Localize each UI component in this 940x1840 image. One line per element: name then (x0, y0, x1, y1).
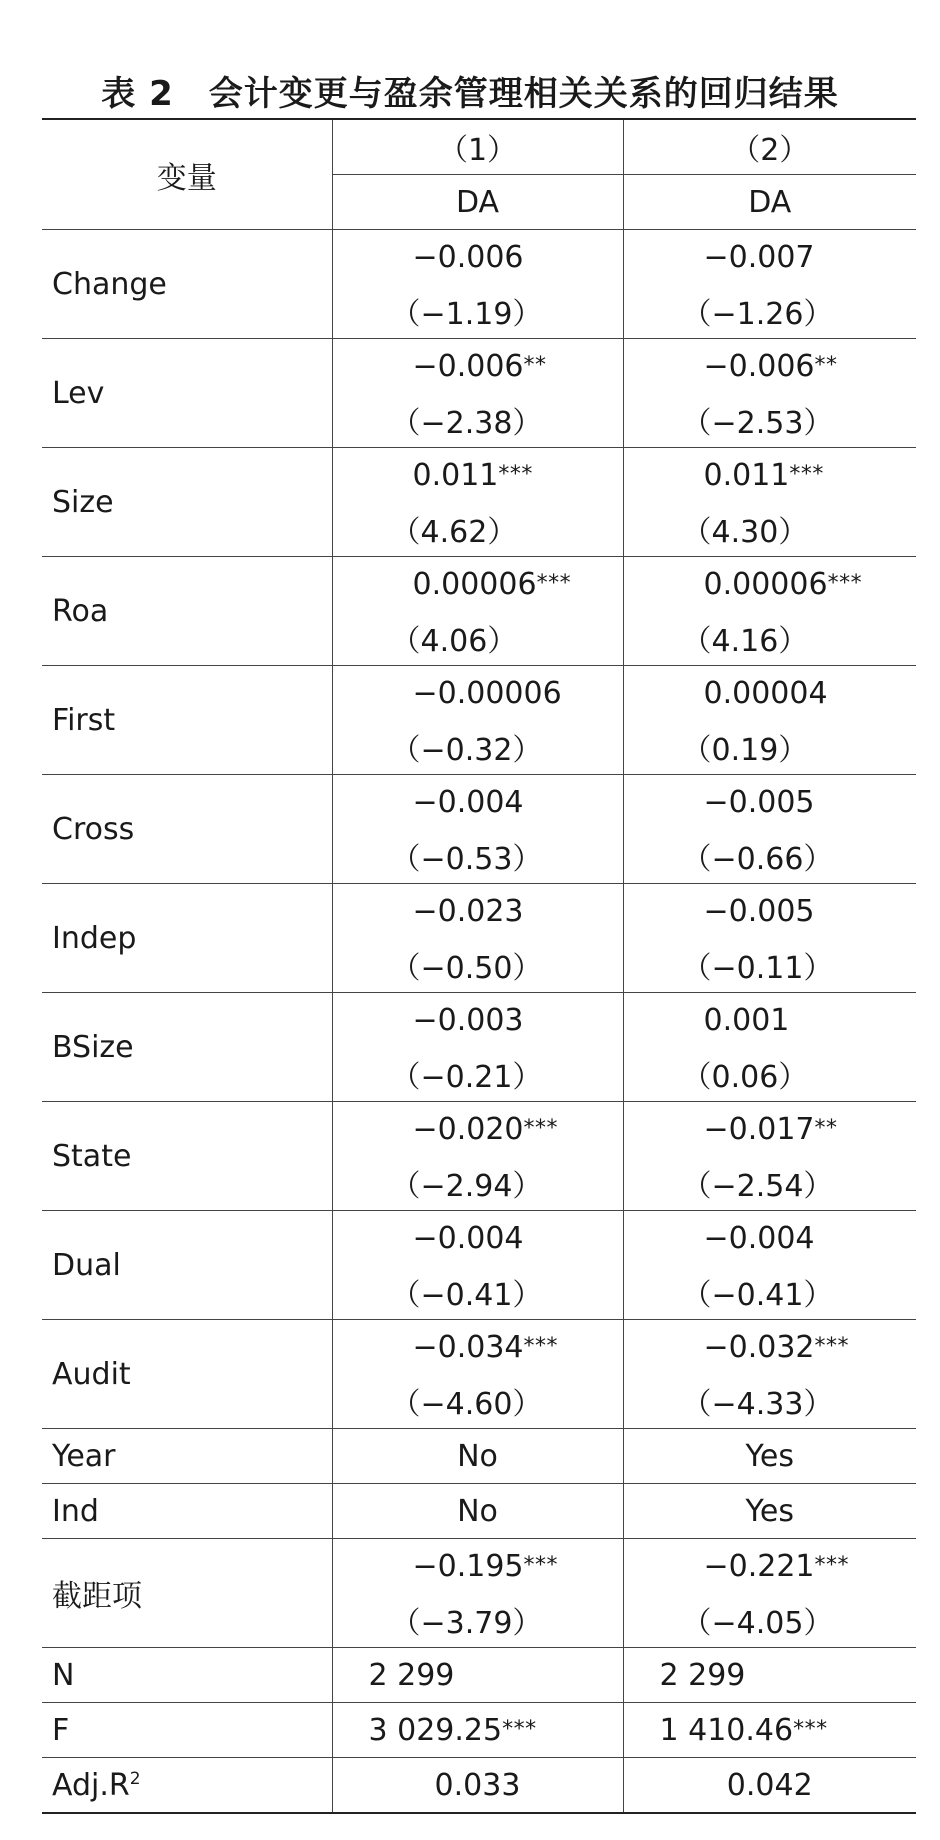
f-value: 1 410.46 (659, 1712, 794, 1748)
coef-value: 0.00006 (703, 566, 828, 602)
coef-cell (332, 1102, 623, 1157)
coef-value: −0.005 (703, 893, 815, 929)
table-row (42, 1539, 916, 1594)
table-row (42, 993, 916, 1048)
coef-cell (623, 884, 916, 939)
header-dep-1: DA (332, 175, 623, 230)
significance-stars: *** (498, 461, 533, 487)
coef-cell (332, 448, 623, 503)
coef-cell (623, 1320, 916, 1375)
control-value: Yes (623, 1429, 916, 1484)
coef-cell (332, 1211, 623, 1266)
coef-value: −0.195 (412, 1548, 524, 1584)
variable-name: Size (42, 448, 332, 557)
variable-name: Change (42, 230, 332, 339)
significance-stars: *** (827, 570, 863, 596)
coef-cell (332, 775, 623, 830)
coef-cell (623, 1211, 916, 1266)
control-value: No (332, 1429, 623, 1484)
coef-value: 0.00004 (703, 675, 828, 711)
table-row (42, 448, 916, 503)
coef-value: −0.004 (703, 1220, 815, 1256)
variable-name: Dual (42, 1211, 332, 1320)
variable-name: BSize (42, 993, 332, 1102)
coef-cell (332, 1320, 623, 1375)
coef-value: −0.023 (412, 893, 524, 929)
stat-row-r2 (42, 1758, 916, 1814)
coef-value: −0.034 (412, 1329, 524, 1365)
table-title: 表 2 会计变更与盈余管理相关关系的回归结果 (101, 74, 839, 114)
t-stat: （0.06） (623, 1047, 916, 1102)
coef-cell (623, 339, 916, 394)
f-value: 3 029.25 (368, 1712, 503, 1748)
header-model-1: （1） (332, 119, 623, 175)
coef-value: −0.017 (703, 1111, 815, 1147)
stat-value (332, 1703, 623, 1758)
coef-cell (332, 884, 623, 939)
stat-row-f (42, 1703, 916, 1758)
stat-value: 2 299 (332, 1648, 623, 1703)
coef-value: −0.005 (703, 784, 815, 820)
r2-superscript: 2 (129, 1768, 141, 1789)
t-stat: （−4.05） (623, 1593, 916, 1648)
table-row (42, 666, 916, 721)
control-value: No (332, 1484, 623, 1539)
stat-value: 0.042 (623, 1758, 916, 1814)
significance-stars: *** (523, 1552, 559, 1578)
t-stat: （−0.41） (623, 1265, 916, 1320)
r2-label: Adj.R (52, 1767, 130, 1803)
t-stat: （−0.50） (332, 938, 623, 993)
coef-value: −0.004 (412, 1220, 524, 1256)
t-stat: （−3.79） (332, 1593, 623, 1648)
t-stat: （−4.33） (623, 1374, 916, 1429)
significance-stars: *** (814, 1333, 850, 1359)
header-dep-2: DA (623, 175, 916, 230)
variable-name: First (42, 666, 332, 775)
coef-cell (623, 666, 916, 721)
control-name: Year (42, 1429, 332, 1484)
t-stat: （0.19） (623, 720, 916, 775)
t-stat: （−2.38） (332, 393, 623, 448)
t-stat: （−0.21） (332, 1047, 623, 1102)
significance-stars: *** (793, 1716, 828, 1742)
variable-name: Indep (42, 884, 332, 993)
header-row-models (42, 119, 916, 175)
stat-label: F (42, 1703, 332, 1758)
coef-value: −0.003 (412, 1002, 524, 1038)
coef-cell (623, 993, 916, 1048)
header-variable: 变量 (42, 119, 332, 230)
coef-cell (332, 230, 623, 285)
significance-stars: *** (789, 461, 824, 487)
t-stat: （−2.53） (623, 393, 916, 448)
coef-value: −0.032 (703, 1329, 815, 1365)
t-stat: （−1.19） (332, 284, 623, 339)
coef-value: −0.006 (412, 348, 524, 384)
significance-stars: *** (523, 1115, 559, 1141)
variable-name: Cross (42, 775, 332, 884)
significance-stars: ** (814, 1115, 838, 1141)
significance-stars: ** (814, 352, 838, 378)
coef-value: −0.020 (412, 1111, 524, 1147)
t-stat: （4.06） (332, 611, 623, 666)
t-stat: （−0.41） (332, 1265, 623, 1320)
stat-value (623, 1703, 916, 1758)
table-row (42, 339, 916, 394)
t-stat: （−0.53） (332, 829, 623, 884)
stat-row-n (42, 1648, 916, 1703)
coef-cell (332, 1539, 623, 1594)
regression-table (42, 118, 916, 1814)
table-row (42, 557, 916, 612)
coef-value: 0.011 (703, 457, 790, 493)
table-row (42, 1320, 916, 1375)
control-row (42, 1429, 916, 1484)
coef-cell (332, 339, 623, 394)
control-name: Ind (42, 1484, 332, 1539)
coef-cell (623, 1539, 916, 1594)
coef-value: −0.00006 (412, 675, 562, 711)
coef-value: 0.011 (412, 457, 499, 493)
significance-stars: ** (523, 352, 547, 378)
t-stat: （−0.32） (332, 720, 623, 775)
significance-stars: *** (536, 570, 572, 596)
coef-value: −0.006 (703, 348, 815, 384)
significance-stars: *** (502, 1716, 537, 1742)
coef-cell (332, 557, 623, 612)
coef-cell (623, 448, 916, 503)
table-row (42, 775, 916, 830)
stat-label: N (42, 1648, 332, 1703)
t-stat: （−2.94） (332, 1156, 623, 1211)
t-stat: （4.62） (332, 502, 623, 557)
t-stat: （4.16） (623, 611, 916, 666)
stat-value: 2 299 (623, 1648, 916, 1703)
table-row (42, 884, 916, 939)
t-stat: （−0.66） (623, 829, 916, 884)
variable-name: Audit (42, 1320, 332, 1429)
table-row (42, 230, 916, 285)
variable-name: 截距项 (42, 1539, 332, 1648)
coef-value: −0.221 (703, 1548, 815, 1584)
table-row (42, 1102, 916, 1157)
coef-value: −0.004 (412, 784, 524, 820)
t-stat: （−0.11） (623, 938, 916, 993)
control-row (42, 1484, 916, 1539)
coef-cell (623, 775, 916, 830)
coef-cell (623, 230, 916, 285)
variable-name: Roa (42, 557, 332, 666)
variable-name: Lev (42, 339, 332, 448)
significance-stars: *** (814, 1552, 850, 1578)
t-stat: （−4.60） (332, 1374, 623, 1429)
coef-value: 0.00006 (412, 566, 537, 602)
header-model-2: （2） (623, 119, 916, 175)
coef-value: 0.001 (703, 1002, 790, 1038)
coef-cell (332, 993, 623, 1048)
coef-cell (623, 1102, 916, 1157)
t-stat: （−2.54） (623, 1156, 916, 1211)
stat-value: 0.033 (332, 1758, 623, 1814)
t-stat: （−1.26） (623, 284, 916, 339)
coef-value: −0.007 (703, 239, 815, 275)
coef-cell (623, 557, 916, 612)
significance-stars: *** (523, 1333, 559, 1359)
t-stat: （4.30） (623, 502, 916, 557)
coef-cell (332, 666, 623, 721)
table-row (42, 1211, 916, 1266)
coef-value: −0.006 (412, 239, 524, 275)
variable-name: State (42, 1102, 332, 1211)
stat-label (42, 1758, 332, 1814)
control-value: Yes (623, 1484, 916, 1539)
